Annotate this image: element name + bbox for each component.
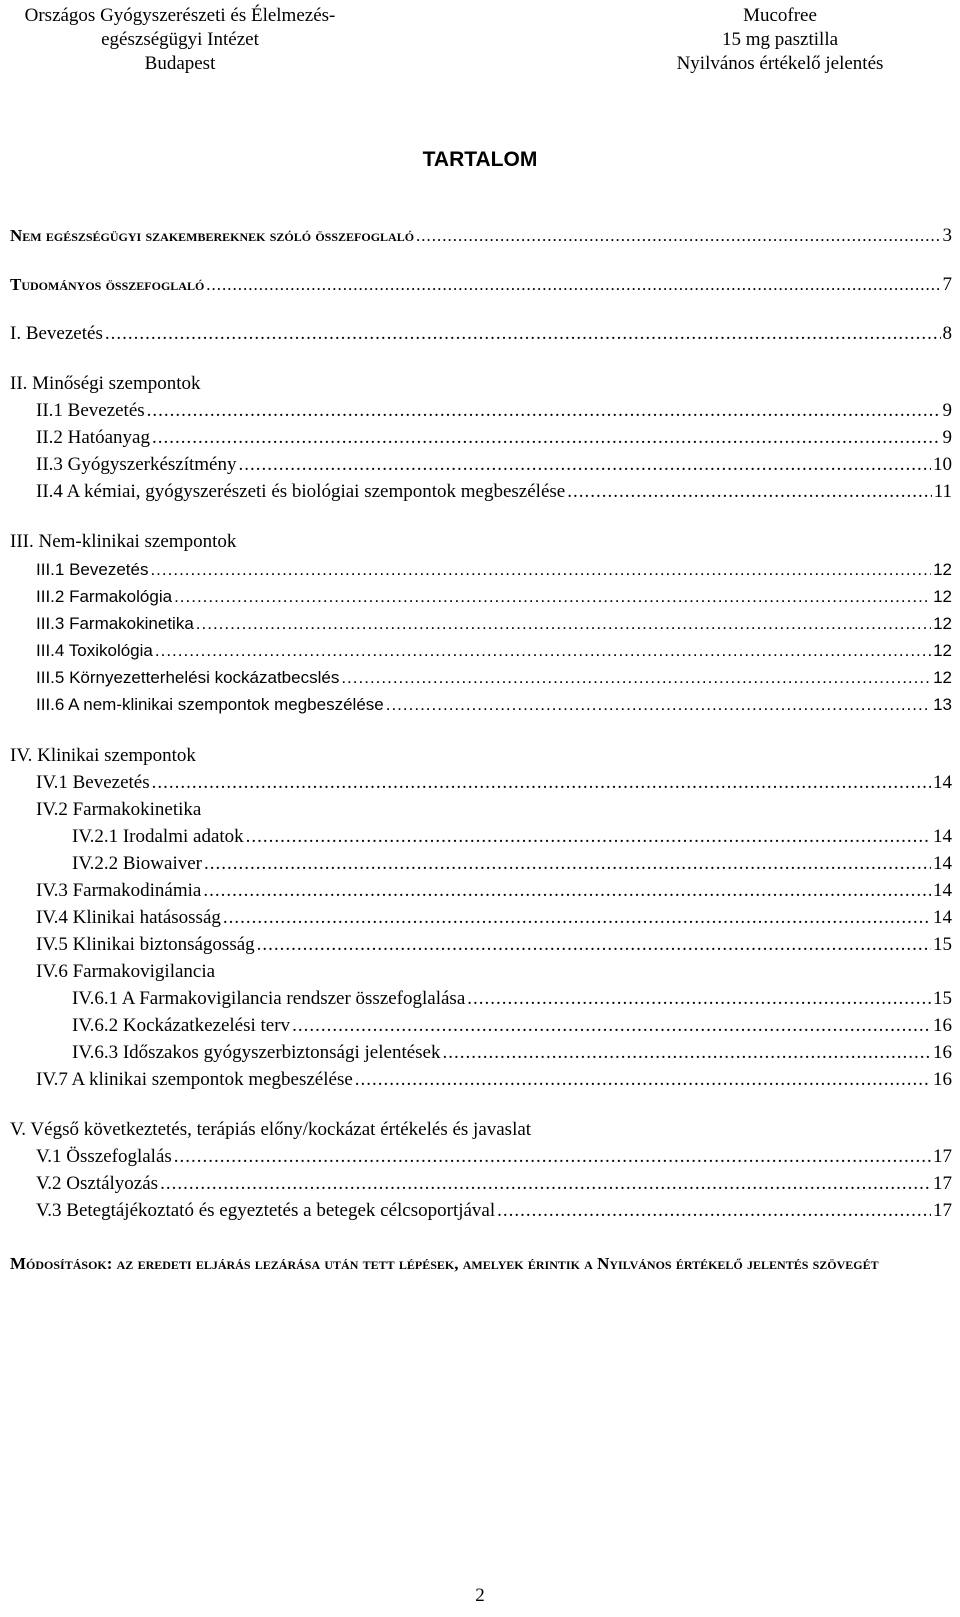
toc-page: 10 [933,454,952,475]
toc-label: IV.5 Klinikai biztonságosság [36,934,255,955]
toc-leader [292,1015,931,1037]
toc-leader [442,1042,931,1064]
toc-leader [150,560,931,580]
toc-page: 16 [933,1015,952,1036]
toc-page: 12 [933,668,952,687]
toc-entry-tudomanyos[interactable] [10,274,952,296]
toc-leader [341,668,931,688]
toc-entry-iv22[interactable] [72,853,952,875]
toc-label: III.6 A nem-klinikai szempontok megbeszélése [36,695,384,714]
toc-page: 14 [933,772,952,793]
toc-label: II.3 Gyógyszerkészítmény [36,454,237,475]
toc-page: 17 [933,1200,952,1221]
toc-entry-iv4[interactable] [36,907,952,929]
toc-label: V.3 Betegtájékoztató és egyeztetés a betegek célcsoportjával [36,1200,496,1221]
toc-entry-iii5[interactable] [36,668,952,688]
toc-entry-iv1[interactable] [36,772,952,794]
toc-leader [416,226,940,246]
toc-page: 17 [933,1173,952,1194]
toc-entry-iii1[interactable] [36,560,952,580]
toc-page: 8 [942,323,952,344]
header-right-line-3: Nyilvános értékelő jelentés [676,53,884,74]
toc-label: I. Bevezetés [10,323,103,344]
toc-entry-iv62[interactable] [72,1015,952,1037]
toc-page: 12 [933,614,952,633]
toc-page: 12 [933,587,952,606]
toc-entry-ii1[interactable] [36,400,952,422]
toc-leader [152,427,941,449]
toc-page: 7 [942,274,952,295]
toc-page: 15 [933,934,952,955]
toc-label: V.2 Osztályozás [36,1173,159,1194]
toc-entry-ii4[interactable] [36,481,952,503]
toc-label: IV.1 Bevezetés [36,772,150,793]
toc-heading-minosegi: II. Minőségi szempontok [10,373,201,394]
toc-entry-iv7[interactable] [36,1069,952,1091]
toc-leader [497,1200,931,1222]
toc-label: IV.6.3 Időszakos gyógyszerbiztonsági jelentések [72,1042,441,1063]
toc-leader [174,1146,931,1168]
toc-entry-nem-egeszsegugyi[interactable] [10,225,952,247]
toc-entry-ii3[interactable] [36,454,952,476]
toc-entry-v2[interactable] [36,1173,952,1195]
toc-entry-iv21[interactable] [72,826,952,848]
toc-label: III.2 Farmakológia [36,587,173,606]
toc-label: IV.4 Klinikai hatásosság [36,907,221,928]
toc-page: 16 [933,1069,952,1090]
toc-label: IV.6.2 Kockázatkezelési terv [72,1015,291,1036]
toc-entry-iv63[interactable] [72,1042,952,1064]
toc-page: 11 [933,481,952,502]
toc-leader [467,988,931,1010]
toc-heading-iv2: IV.2 Farmakokinetika [36,799,202,820]
toc-page: 15 [933,988,952,1009]
toc-label: V.1 Összefoglalás [36,1146,172,1167]
header-left-line-2: egészségügyi Intézet [101,29,259,50]
toc-page: 9 [942,400,952,421]
header-left [0,4,360,76]
toc-entry-iii4[interactable] [36,641,952,661]
toc-entry-ii2[interactable] [36,427,952,449]
toc-leader [355,1069,931,1091]
toc-leader [203,880,931,902]
toc-page: 12 [933,641,952,660]
toc-page: 14 [933,907,952,928]
toc-entry-v1[interactable] [36,1146,952,1168]
header-right-line-1: Mucofree [743,5,817,26]
toc-entry-v3[interactable] [36,1200,952,1222]
toc-leader [246,826,931,848]
toc-leader [223,907,931,929]
toc-leader [152,772,931,794]
toc-leader [206,275,940,295]
toc-label: III.5 Környezetterhelési kockázatbecslés [36,668,340,687]
toc-leader [155,641,931,661]
toc-label: Tudományos összefoglaló [10,275,205,294]
toc-label: III.4 Toxikológia [36,641,153,660]
toc-page: 14 [933,880,952,901]
toc-entry-iii2[interactable] [36,587,952,607]
toc-leader [257,934,931,956]
toc-leader [105,323,941,345]
toc-entry-iv61[interactable] [72,988,952,1010]
toc-entry-iii3[interactable] [36,614,952,634]
toc-page: 3 [942,225,952,246]
header-right [600,4,960,76]
toc-entry-modositasok[interactable]: Módosítások: az eredeti eljárás lezárása után tett lépések, amelyek érintik a Nyilvános értékelő jelentés szövegét [10,1254,879,1273]
toc-label: IV.7 A klinikai szempontok megbeszélése [36,1069,353,1090]
toc-heading-nemklinikai: III. Nem-klinikai szempontok [10,531,237,552]
toc-page: 16 [933,1042,952,1063]
toc-leader [196,614,931,634]
toc-label: IV.3 Farmakodinámia [36,880,202,901]
toc-page: 12 [933,560,952,579]
toc-leader [386,695,931,715]
page-title: TARTALOM [422,148,538,171]
toc-label: II.4 A kémiai, gyógyszerészeti és biológiai szempontok megbeszélése [36,481,566,502]
toc-entry-iv3[interactable] [36,880,952,902]
toc-leader [239,454,932,476]
toc-label: II.2 Hatóanyag [36,427,150,448]
toc-page: 14 [933,853,952,874]
toc-leader [147,400,941,422]
toc-label: IV.2.1 Irodalmi adatok [72,826,244,847]
toc-page: 17 [933,1146,952,1167]
toc-label: III.1 Bevezetés [36,560,149,579]
header-right-line-2: 15 mg pasztilla [721,29,839,50]
page-number: 2 [475,1585,485,1606]
toc-label: II.1 Bevezetés [36,400,145,421]
toc-label: IV.6.1 A Farmakovigilancia rendszer összefoglalása [72,988,466,1009]
toc-page: 13 [933,695,952,714]
toc-leader [174,587,931,607]
toc-heading-klinikai: IV. Klinikai szempontok [10,745,196,766]
toc-label: III.3 Farmakokinetika [36,614,194,633]
toc-leader [204,853,931,875]
toc-page: 9 [942,427,952,448]
header-left-line-1: Országos Gyógyszerészeti és Élelmezés- [24,5,336,26]
toc-entry-iii6[interactable] [36,695,952,715]
toc-heading-vegso: V. Végső következtetés, terápiás előny/kockázat értékelés és javaslat [10,1119,532,1140]
toc-label: Nem egészségügyi szakembereknek szóló összefoglaló [10,226,415,245]
toc-entry-iv5[interactable] [36,934,952,956]
toc-entry-bevezetes[interactable] [10,323,952,345]
toc-label: IV.2.2 Biowaiver [72,853,202,874]
toc-page: 14 [933,826,952,847]
toc-leader [160,1173,931,1195]
toc-heading-iv6: IV.6 Farmakovigilancia [36,961,216,982]
header-left-line-3: Budapest [144,53,216,74]
toc-leader [567,481,931,503]
